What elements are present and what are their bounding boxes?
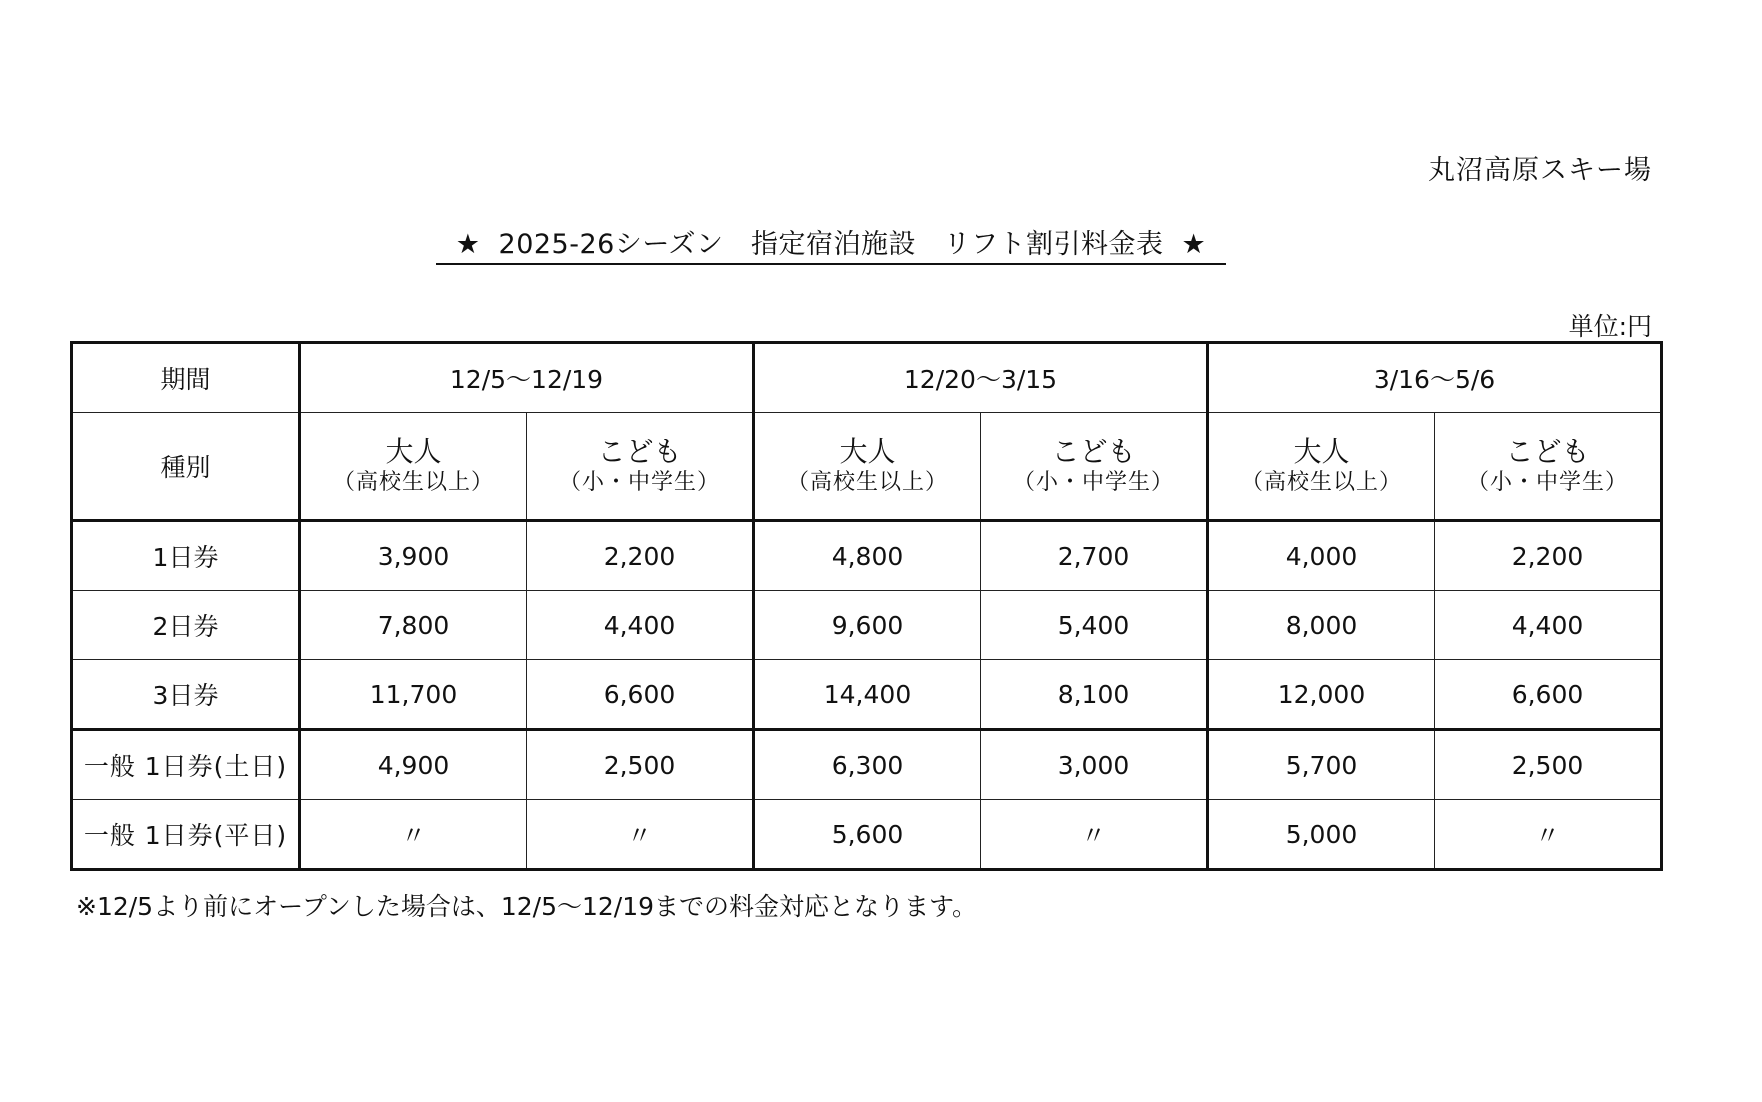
price-cell: 2,200	[1435, 521, 1662, 591]
price-cell: 4,900	[300, 730, 527, 800]
price-cell: 5,400	[981, 591, 1208, 660]
price-cell: 〃	[527, 800, 754, 870]
row-label: 一般 1日券(土日)	[72, 730, 300, 800]
row-label: 一般 1日券(平日)	[72, 800, 300, 870]
category-cell	[527, 413, 754, 521]
price-cell: 9,600	[754, 591, 981, 660]
category-sub: （高校生以上）	[332, 470, 494, 495]
price-cell: 2,500	[527, 730, 754, 800]
row-label: 3日券	[72, 660, 300, 730]
price-cell: 2,500	[1435, 730, 1662, 800]
title-underlined	[436, 222, 1226, 265]
category-sub: （高校生以上）	[1240, 470, 1402, 495]
category-main: こども	[597, 435, 682, 468]
row-label: 1日券	[72, 521, 300, 591]
star-icon: ★	[1181, 229, 1207, 260]
price-cell: 4,400	[1435, 591, 1662, 660]
price-cell: 4,000	[1208, 521, 1435, 591]
page-title	[0, 222, 1762, 265]
period-3: 3/16～5/6	[1208, 343, 1662, 413]
star-icon: ★	[455, 229, 481, 260]
category-cell	[1208, 413, 1435, 521]
organization-name: 丸沼高原スキー場	[1428, 155, 1652, 186]
price-table	[70, 341, 1663, 871]
period-1: 12/5～12/19	[300, 343, 754, 413]
table-row	[72, 800, 1662, 870]
price-cell: 3,000	[981, 730, 1208, 800]
period-row	[72, 343, 1662, 413]
price-cell: 4,800	[754, 521, 981, 591]
row-label: 2日券	[72, 591, 300, 660]
price-cell: 6,600	[1435, 660, 1662, 730]
footnote: ※12/5より前にオープンした場合は、12/5～12/19までの料金対応となります。	[76, 892, 978, 921]
price-cell: 7,800	[300, 591, 527, 660]
category-sub: （小・中学生）	[558, 470, 720, 495]
category-cell	[300, 413, 527, 521]
table-row	[72, 660, 1662, 730]
price-cell: 5,000	[1208, 800, 1435, 870]
price-cell: 11,700	[300, 660, 527, 730]
price-cell: 〃	[981, 800, 1208, 870]
category-main: こども	[1505, 435, 1590, 468]
category-sub: （小・中学生）	[1012, 470, 1174, 495]
category-cell	[981, 413, 1208, 521]
category-sub: （高校生以上）	[786, 470, 948, 495]
price-cell: 8,000	[1208, 591, 1435, 660]
price-cell: 6,300	[754, 730, 981, 800]
category-row	[72, 413, 1662, 521]
title-text: 2025-26シーズン 指定宿泊施設 リフト割引料金表	[498, 229, 1164, 260]
price-cell: 3,900	[300, 521, 527, 591]
price-cell: 〃	[300, 800, 527, 870]
period-header: 期間	[72, 343, 300, 413]
period-2: 12/20～3/15	[754, 343, 1208, 413]
price-cell: 〃	[1435, 800, 1662, 870]
category-main: 大人	[1293, 435, 1350, 468]
price-cell: 2,700	[981, 521, 1208, 591]
price-cell: 4,400	[527, 591, 754, 660]
price-cell: 14,400	[754, 660, 981, 730]
price-cell: 6,600	[527, 660, 754, 730]
price-cell: 5,700	[1208, 730, 1435, 800]
table-row	[72, 521, 1662, 591]
category-sub: （小・中学生）	[1466, 470, 1628, 495]
price-cell: 8,100	[981, 660, 1208, 730]
category-cell	[754, 413, 981, 521]
table-row	[72, 591, 1662, 660]
price-cell: 2,200	[527, 521, 754, 591]
price-cell: 5,600	[754, 800, 981, 870]
unit-label: 単位:円	[1568, 312, 1652, 341]
category-main: 大人	[385, 435, 442, 468]
price-cell: 12,000	[1208, 660, 1435, 730]
type-header: 種別	[72, 413, 300, 521]
table-row	[72, 730, 1662, 800]
category-cell	[1435, 413, 1662, 521]
category-main: 大人	[839, 435, 896, 468]
category-main: こども	[1051, 435, 1136, 468]
